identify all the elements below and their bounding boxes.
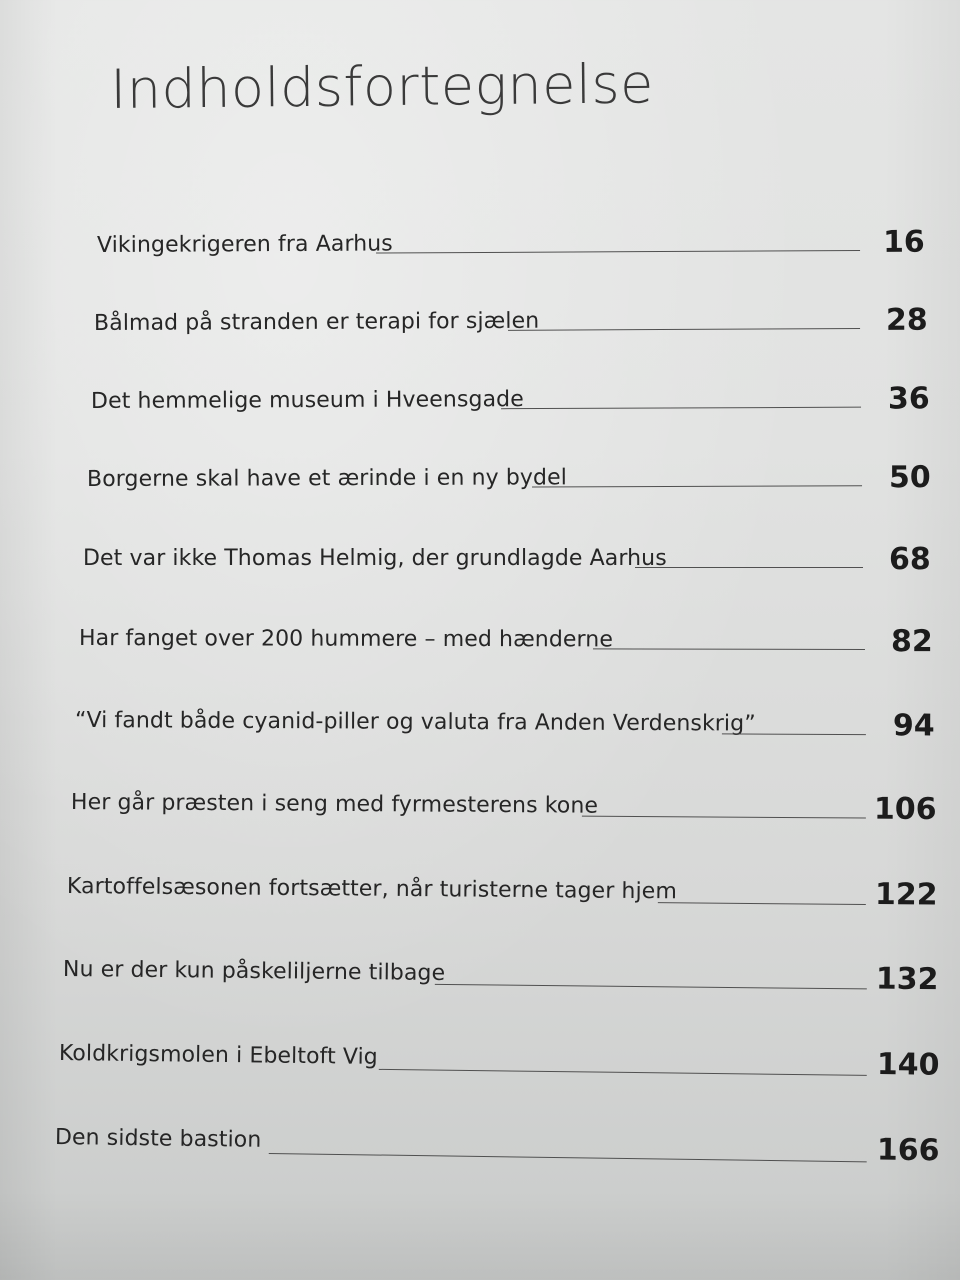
toc-page-number: 28 [885,302,928,338]
toc-page-number: 132 [875,961,939,998]
toc-entry-title: Her går præsten i seng med fyrmesterens kone [70,790,599,819]
toc-entry [67,853,947,921]
toc-entry [75,687,955,752]
page-title: Indholdsfortegnelse [110,52,655,122]
toc-page-number: 36 [887,381,930,417]
toc-leader-line [532,485,862,487]
toc-entry-title: Borgerne skal have et ærinde i en ny bydel [86,465,567,492]
toc-entry [97,207,960,272]
toc-page-number: 68 [889,542,931,577]
toc-entry [94,285,960,350]
toc-page-number: 140 [876,1046,940,1083]
toc-page-number: 82 [890,624,933,660]
toc-leader-line [435,984,867,990]
page-shadow [0,1190,960,1280]
toc-entry [54,1104,940,1176]
toc-page-number: 16 [882,224,925,260]
toc-entry-title: Har fanget over 200 hummere – med hænderne [78,626,614,653]
toc-leader-line [593,648,865,650]
toc-entry [83,525,960,585]
toc-entry-title: Det var ikke Thomas Helmig, der grundlagde Aarhus [83,546,667,571]
toc-entry-title: Koldkrigsmolen i Ebeltoft Vig [58,1041,378,1070]
toc-leader-line [508,328,860,331]
toc-entry-title: Det hemmelige museum i Hveensgade [90,387,524,414]
toc-page-number: 122 [874,877,938,913]
toc-leader-line [658,902,866,905]
toc-page-number: 166 [876,1132,940,1169]
toc-leader-line [635,567,863,568]
toc-leader-line [376,250,860,254]
toc-entry [79,605,959,667]
toc-leader-line [379,1069,867,1076]
toc-entry [87,443,960,506]
toc-page-number: 50 [888,460,931,496]
toc-entry-title: “Vi fandt både cyanid-piller og valuta fra Anden Verdenskrig” [74,708,756,737]
toc-leader-line [582,816,866,819]
toc-entry [63,936,944,1005]
toc-entry-title: Bålmad på stranden er terapi for sjælen [93,308,540,336]
toc-leader-line [501,407,861,410]
toc-entry-title: Kartoffelsæsonen fortsætter, når turisterne tager hjem [66,874,678,905]
toc-page-number: 94 [892,708,935,744]
toc-leader-line [269,1153,867,1162]
toc-page-number: 106 [873,791,937,828]
toc-entry-title: Nu er der kun påskeliljerne tilbage [62,957,446,987]
toc-entry [59,1020,940,1091]
toc-entry-title: Vikingekrigeren fra Aarhus [96,231,393,258]
toc-entry [71,769,951,835]
toc-entry-title: Den sidste bastion [54,1125,262,1153]
toc-entry [91,364,960,428]
